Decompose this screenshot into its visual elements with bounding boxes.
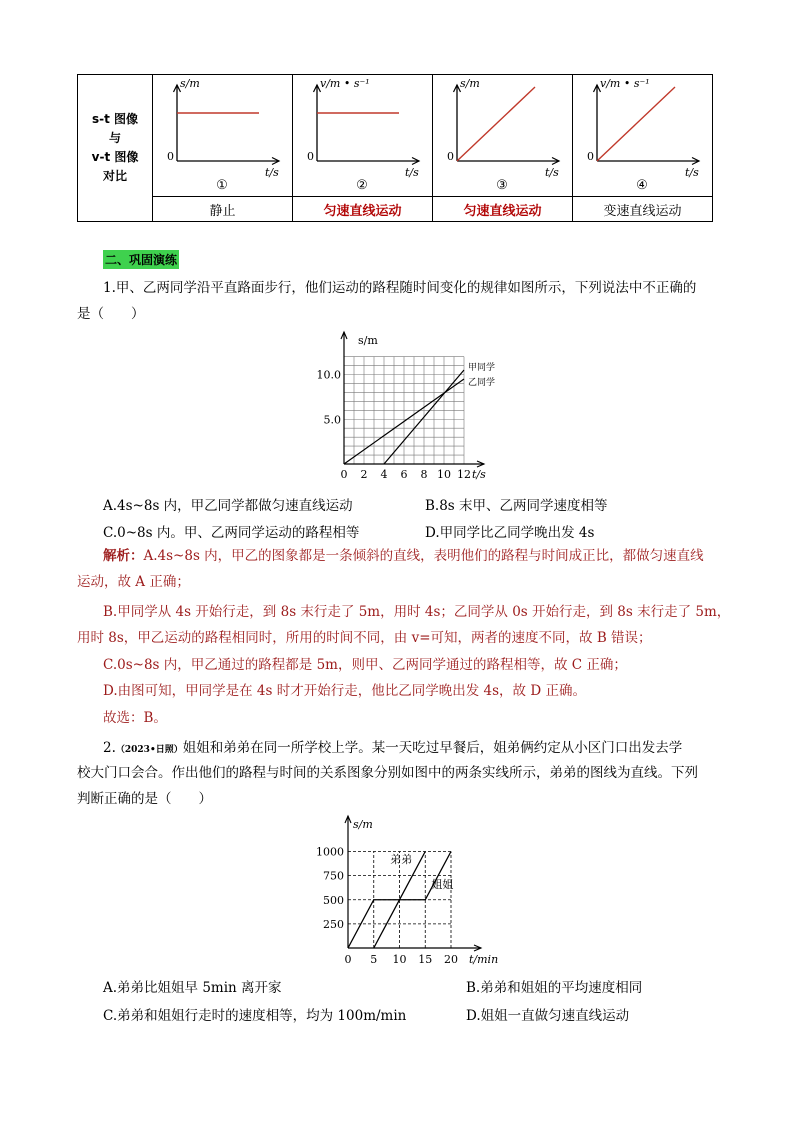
x-tick-label: 5 (370, 953, 378, 966)
origin-label: 0 (587, 150, 594, 163)
q2-stem-line2: 校大门口会合。作出他们的路程与时间的关系图象分别如图中的两条实线所示，弟弟的图线为直线。下列 (77, 765, 698, 781)
analysis-line5: C.0s~8s 内，甲乙通过的路程都是 5m，则甲、乙两同学通过的路程相等，故 C 正确； (103, 657, 627, 673)
x-tick-label: 10 (392, 953, 407, 966)
graph-number: ④ (636, 178, 648, 193)
y-tick-label: 750 (323, 869, 344, 883)
x-tick-label: 20 (444, 953, 458, 966)
x-tick-label: 8 (420, 468, 428, 481)
graph-caption: 静止 (153, 197, 293, 222)
comparison-table (77, 74, 713, 222)
analysis-line1 (103, 543, 704, 569)
section-title: 二、巩固演练 (103, 250, 179, 269)
graph-cell (433, 75, 573, 197)
series-label: 弟弟 (390, 853, 413, 867)
analysis-label: 解析： (103, 548, 144, 564)
q1-option-d: D.甲同学比乙同学晚出发 4s (425, 525, 595, 541)
row-header-line: 与 (108, 131, 121, 145)
y-tick-label: 1000 (316, 845, 344, 859)
row-header-line: s-t 图像 (91, 112, 139, 126)
row-header (78, 75, 153, 222)
q1-stem-line2: 是（ ） (77, 306, 145, 322)
y-axis-label: v/m • s⁻¹ (320, 77, 370, 90)
q1-option-a: A.4s~8s 内，甲乙同学都做匀速直线运动 (103, 498, 353, 514)
graph-line (597, 87, 675, 161)
series-label: 乙同学 (468, 377, 496, 388)
graph-caption: 变速直线运动 (573, 197, 713, 222)
x-tick-label: 12 (457, 468, 471, 481)
q1-option-c: C.0~8s 内。甲、乙两同学运动的路程相等 (103, 525, 360, 541)
series-label: 姐姐 (431, 878, 454, 892)
q2-stem-line1 (103, 735, 682, 763)
origin-label: 0 (307, 150, 314, 163)
analysis-line4: 用时 8s，甲乙运动的路程相同时，所用的时间不同，由 v=可知，两者的速度不同，故 B 错误； (77, 630, 652, 646)
x-tick-label: 10 (437, 468, 451, 481)
y-axis-label: v/m • s⁻¹ (600, 77, 650, 90)
x-tick-label: 6 (400, 468, 408, 481)
analysis-line7: 故选：B。 (103, 710, 167, 726)
q1-stem-line1: 1.甲、乙两同学沿平直路面步行，他们运动的路程随时间变化的规律如图所示，下列说法中不正确的 (103, 280, 697, 296)
graph-line (457, 87, 535, 161)
graph-caption: 匀速直线运动 (433, 197, 573, 222)
x-tick-label: 4 (380, 468, 388, 481)
graph-number: ③ (496, 178, 508, 193)
x-tick-label: 2 (360, 468, 368, 481)
q2-chart (316, 812, 499, 972)
row-header-line: 对比 (102, 169, 127, 183)
y-axis-label: s/m (353, 818, 373, 831)
q2-stem-text: 姐姐和弟弟在同一所学校上学。某一天吃过早餐后，姐弟俩约定从小区门口出发去学 (182, 740, 683, 756)
x-axis-label: t/s (685, 166, 699, 179)
q2-option-d: D.姐姐一直做匀速直线运动 (466, 1008, 630, 1024)
y-axis-label: s/m (358, 334, 378, 347)
y-tick-label: 250 (323, 917, 344, 931)
series-label: 甲同学 (468, 363, 496, 374)
q2-stem-line3: 判断正确的是（ ） (77, 791, 212, 807)
graph-number: ① (216, 178, 228, 193)
graph-cell (573, 75, 713, 197)
origin-label: 0 (447, 150, 454, 163)
x-axis-label: t/s (265, 166, 279, 179)
q2-option-a: A.弟弟比姐姐早 5min 离开家 (103, 980, 282, 996)
y-axis-label: s/m (180, 77, 200, 90)
y-tick-label: 500 (323, 893, 344, 907)
graph-cell (293, 75, 433, 197)
q1-option-b: B.8s 末甲、乙两同学速度相等 (425, 498, 608, 514)
q2-number: 2. (103, 740, 116, 756)
analysis-line3: B.甲同学从 4s 开始行走，到 8s 末行走了 5m，用时 4s；乙同学从 0s 开始行走，到 8s 末行走了 5m， (103, 604, 731, 620)
graph-caption: 匀速直线运动 (293, 197, 433, 222)
y-axis-label: s/m (460, 77, 480, 90)
origin-label: 0 (167, 150, 174, 163)
q2-option-c: C.弟弟和姐姐行走时的速度相等，均为 100m/min (103, 1008, 407, 1024)
y-tick-label: 10.0 (316, 368, 341, 382)
y-tick-label: 5.0 (323, 413, 341, 427)
x-axis-label: t/s (405, 166, 419, 179)
x-tick-label: 15 (418, 953, 433, 966)
x-axis-label: t/min (469, 953, 499, 966)
graph-cell (153, 75, 293, 197)
q1-chart (316, 330, 500, 488)
x-tick-label: 0 (340, 468, 348, 481)
q2-option-b: B.弟弟和姐姐的平均速度相同 (466, 980, 643, 996)
graph-number: ② (356, 178, 368, 193)
analysis-text: A.4s~8s 内，甲乙的图象都是一条倾斜的直线，表明他们的路程与时间成正比，都做匀速直线 (143, 548, 704, 564)
x-axis-label: t/s (472, 468, 486, 481)
q2-source: （2023•日照） (115, 745, 183, 755)
x-tick-label: 0 (344, 953, 352, 966)
row-header-line: v-t 图像 (91, 150, 139, 164)
analysis-line2: 运动，故 A 正确； (77, 574, 190, 590)
x-axis-label: t/s (545, 166, 559, 179)
analysis-line6: D.由图可知，甲同学是在 4s 时才开始行走，他比乙同学晚出发 4s，故 D 正确。 (103, 683, 586, 699)
